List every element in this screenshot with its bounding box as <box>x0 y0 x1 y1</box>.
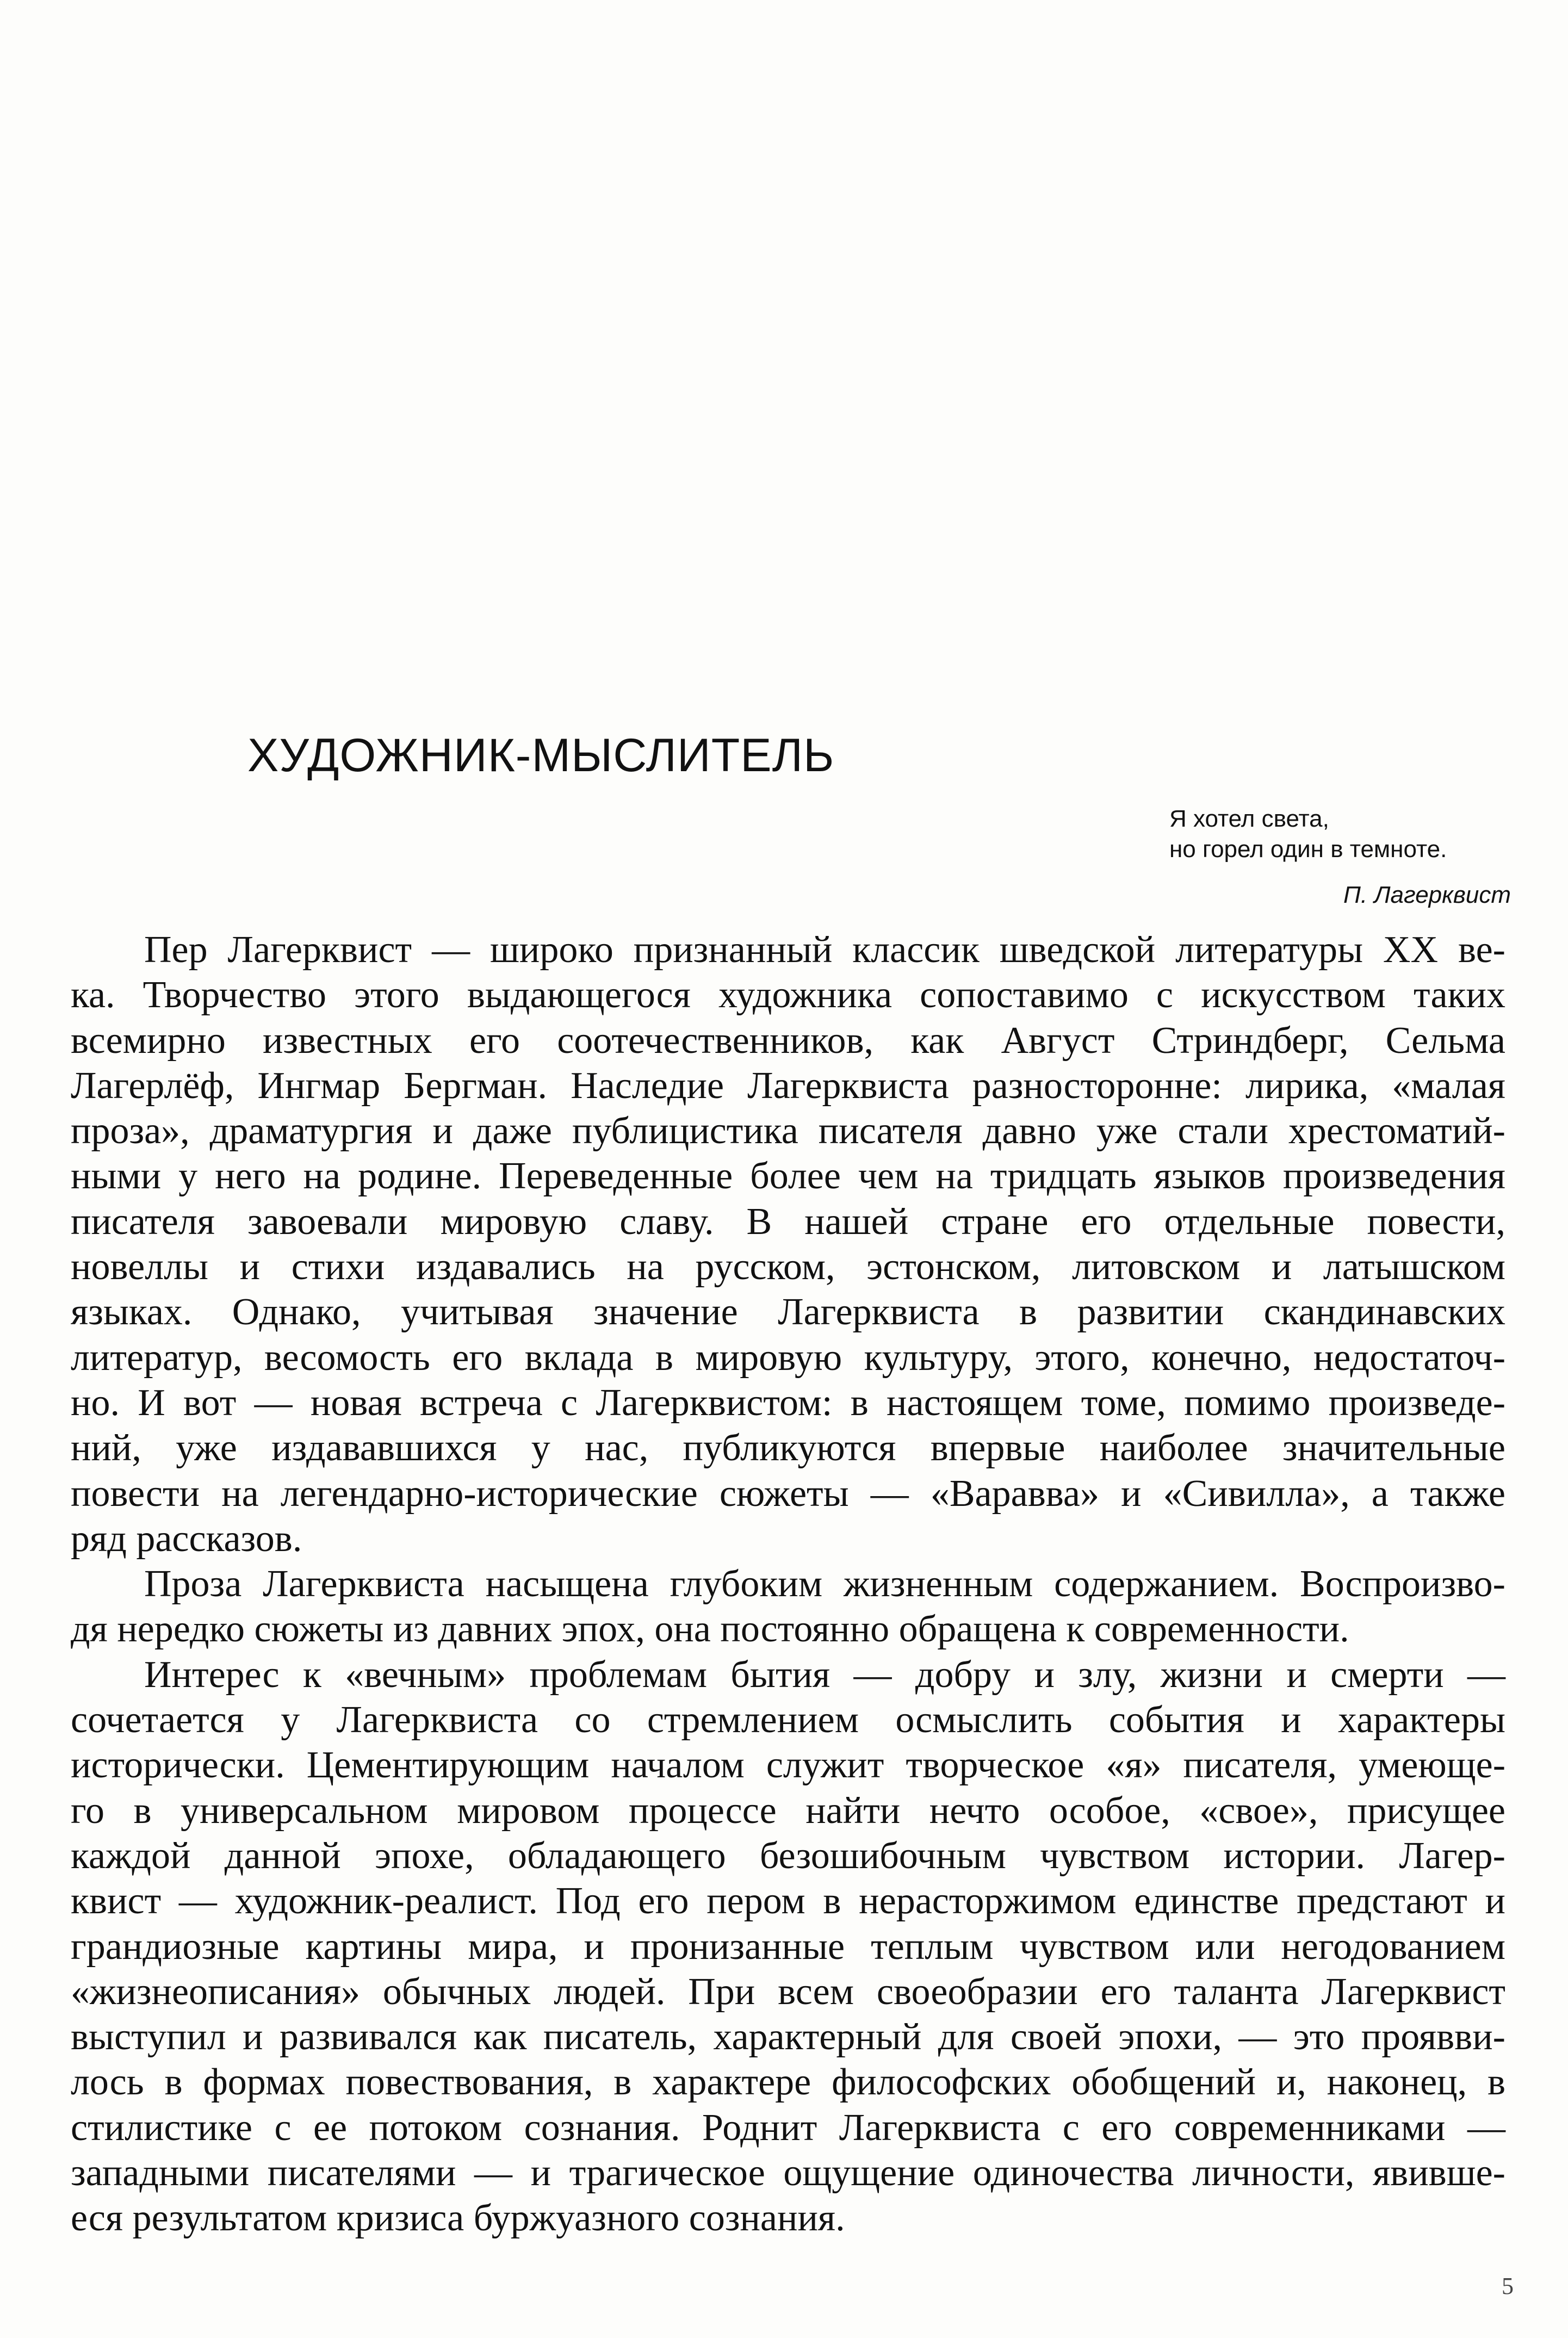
paragraph-line: стилистике с ее потоком сознания. Роднит Лагерквиста с его современниками — <box>71 2106 1505 2149</box>
paragraph <box>71 927 1505 1561</box>
paragraph-line: Лагерлёф, Ингмар Бергман. Наследие Лагерквиста разносторонне: лирика, «малая <box>71 1064 1505 1107</box>
paragraph-line: новеллы и стихи издавались на русском, эстонском, литовском и латышском <box>71 1246 1505 1288</box>
paragraph-line: писателя завоевали мировую славу. В нашей стране его отдельные повести, <box>71 1200 1505 1243</box>
paragraph-line: ний, уже издававшихся у нас, публикуются впервые наиболее значительные <box>71 1427 1505 1469</box>
paragraph-line: исторически. Цементирующим началом служит творческое «я» писателя, умеюще- <box>71 1744 1505 1787</box>
paragraph-line: Проза Лагерквиста насыщена глубоким жизненным содержанием. Воспроизво- <box>144 1563 1505 1605</box>
paragraph-line: языках. Однако, учитывая значение Лагерквиста в развитии скандинавских <box>71 1291 1505 1334</box>
paragraph-line: каждой данной эпохе, обладающего безошибочным чувством истории. Лагер- <box>71 1834 1505 1877</box>
chapter-title: ХУДОЖНИК-МЫСЛИТЕЛЬ <box>247 729 835 782</box>
paragraph-line: всемирно известных его соотечественников, как Август Стриндберг, Сельма <box>71 1019 1505 1062</box>
page-number: 5 <box>1502 2273 1514 2299</box>
paragraph-line: Пер Лагерквист — широко признанный классик шведской литературы XX ве- <box>144 929 1505 971</box>
epigraph-line: но горел один в темноте. <box>1169 836 1447 863</box>
paragraph-line: проза», драматургия и даже публицистика писателя давно уже стали хрестоматий- <box>71 1110 1505 1152</box>
epigraph-author: П. Лагерквист <box>1343 882 1511 908</box>
paragraph-line: сочетается у Лагерквиста со стремлением осмыслить события и характеры <box>71 1699 1505 1741</box>
paragraph-line: литератур, весомость его вклада в мировую культуру, этого, конечно, недостаточ- <box>71 1336 1505 1379</box>
paragraph-line: лось в формах повествования, в характере философских обобщений и, наконец, в <box>71 2061 1505 2104</box>
paragraph <box>71 1561 1505 1652</box>
paragraph-line: квист — художник-реалист. Под его пером в нерасторжимом единстве предстают и <box>71 1880 1505 1923</box>
paragraph-line: но. И вот — новая встреча с Лагерквистом: в настоящем томе, помимо произведе- <box>71 1381 1505 1424</box>
paragraph-line: западными писателями — и трагическое ощущение одиночества личности, явивше- <box>71 2152 1505 2194</box>
epigraph <box>1169 804 1517 910</box>
paragraph-line: ряд рассказов. <box>71 1517 302 1560</box>
paragraph-line: го в универсальном мировом процессе найти нечто особое, «свое», присущее <box>71 1789 1505 1832</box>
paragraph-line: ка. Творчество этого выдающегося художника сопоставимо с искусством таких <box>71 974 1505 1016</box>
paragraph-line: еся результатом кризиса буржуазного сознания. <box>71 2197 845 2240</box>
paragraph-line: «жизнеописания» обычных людей. При всем своеобразии его таланта Лагерквист <box>71 1970 1505 2013</box>
paragraph-line: выступил и развивался как писатель, характерный для своей эпохи, — это проявви- <box>71 2016 1505 2058</box>
paragraph-line: дя нередко сюжеты из давних эпох, она постоянно обращена к современности. <box>71 1608 1349 1651</box>
paragraph-line: повести на легендарно-исторические сюжеты — «Варавва» и «Сивилла», а также <box>71 1472 1505 1515</box>
paragraph-line: Интерес к «вечным» проблемам бытия — добру и злу, жизни и смерти — <box>144 1653 1505 1696</box>
paragraph-line: ными у него на родине. Переведенные более чем на тридцать языков произведения <box>71 1155 1505 1198</box>
paragraph <box>71 1652 1505 2241</box>
epigraph-line: Я хотел света, <box>1169 805 1329 832</box>
body-text <box>71 927 1505 2241</box>
paragraph-line: грандиозные картины мира, и пронизанные теплым чувством или негодованием <box>71 1925 1505 1968</box>
